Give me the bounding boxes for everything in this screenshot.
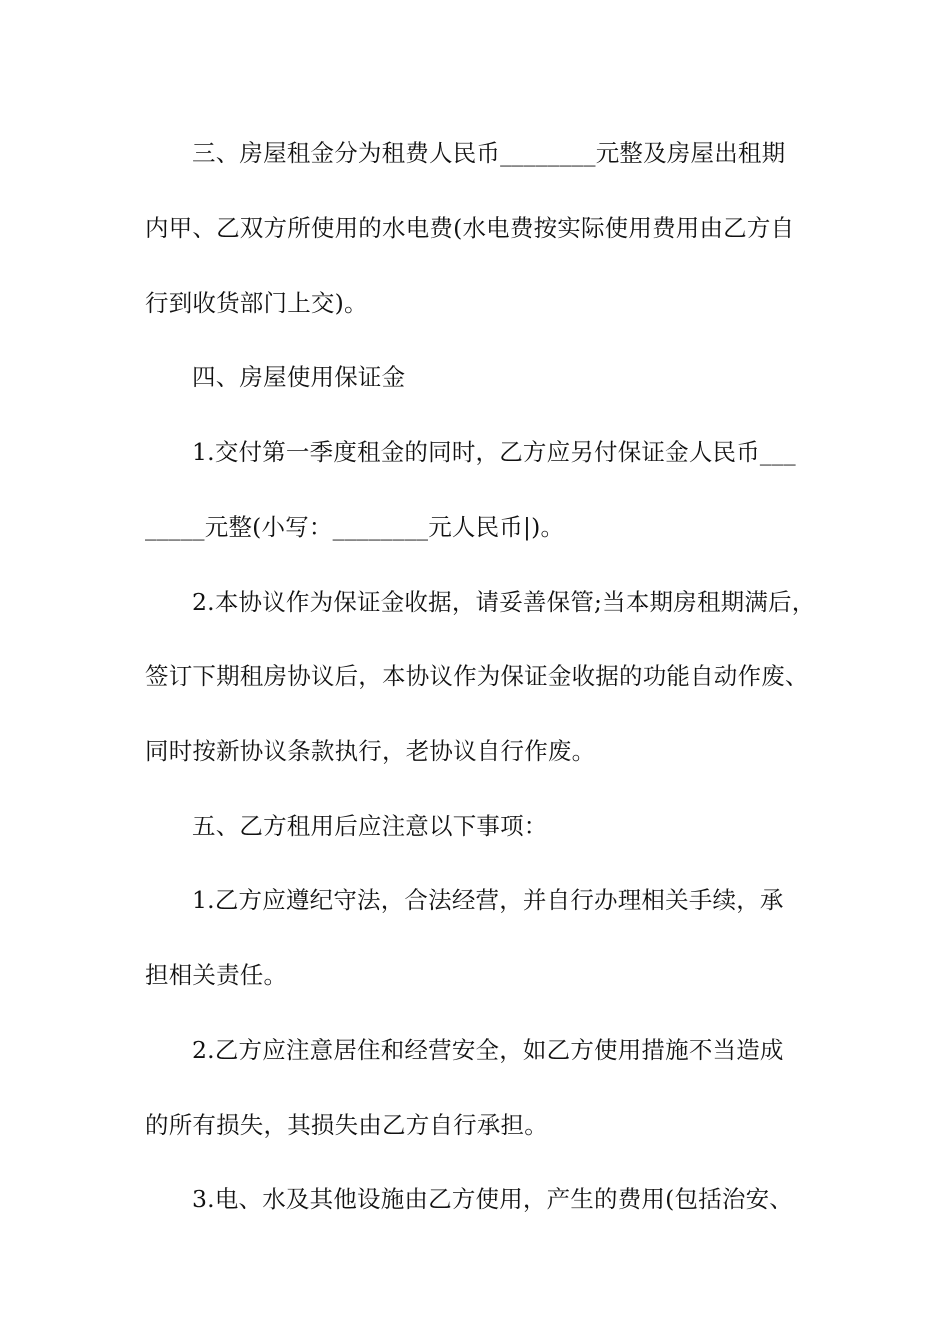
clause-4-heading: 四、房屋使用保证金 xyxy=(192,363,406,391)
clause-3-rent-line-2: 内甲、乙双方所使用的水电费(水电费按实际使用费用由乙方自 xyxy=(145,214,795,242)
clause-3-rent-line-1: 三、房屋租金分为租费人民币________元整及房屋出租期 xyxy=(192,139,786,167)
clause-3-rent-line-3: 行到收货部门上交)。 xyxy=(145,289,368,317)
clause-5-heading: 五、乙方租用后应注意以下事项： xyxy=(192,812,548,840)
clause-5-item-3-line-1: 3.电、水及其他设施由乙方使用，产生的费用(包括治安、 xyxy=(192,1185,793,1213)
clause-5-item-2-line-2: 的所有损失，其损失由乙方自行承担。 xyxy=(145,1111,548,1139)
clause-4-item-1-line-2: _____元整(小写：________元人民币|)。 xyxy=(145,513,565,541)
clause-5-item-1-line-1: 1.乙方应遵纪守法，合法经营，并自行办理相关手续，承 xyxy=(192,886,784,914)
clause-4-item-1-line-1: 1.交付第一季度租金的同时，乙方应另付保证金人民币___ xyxy=(192,438,796,466)
clause-5-item-2-line-1: 2.乙方应注意居住和经营安全，如乙方使用措施不当造成 xyxy=(192,1036,784,1064)
clause-4-item-2-line-3: 同时按新协议条款执行，老协议自行作废。 xyxy=(145,737,596,765)
clause-4-item-2-line-2: 签订下期租房协议后，本协议作为保证金收据的功能自动作废、 xyxy=(145,662,809,690)
clause-5-item-1-line-2: 担相关责任。 xyxy=(145,961,288,989)
clause-4-item-2-line-1: 2.本协议作为保证金收据，请妥善保管;当本期房租期满后， xyxy=(192,588,816,616)
